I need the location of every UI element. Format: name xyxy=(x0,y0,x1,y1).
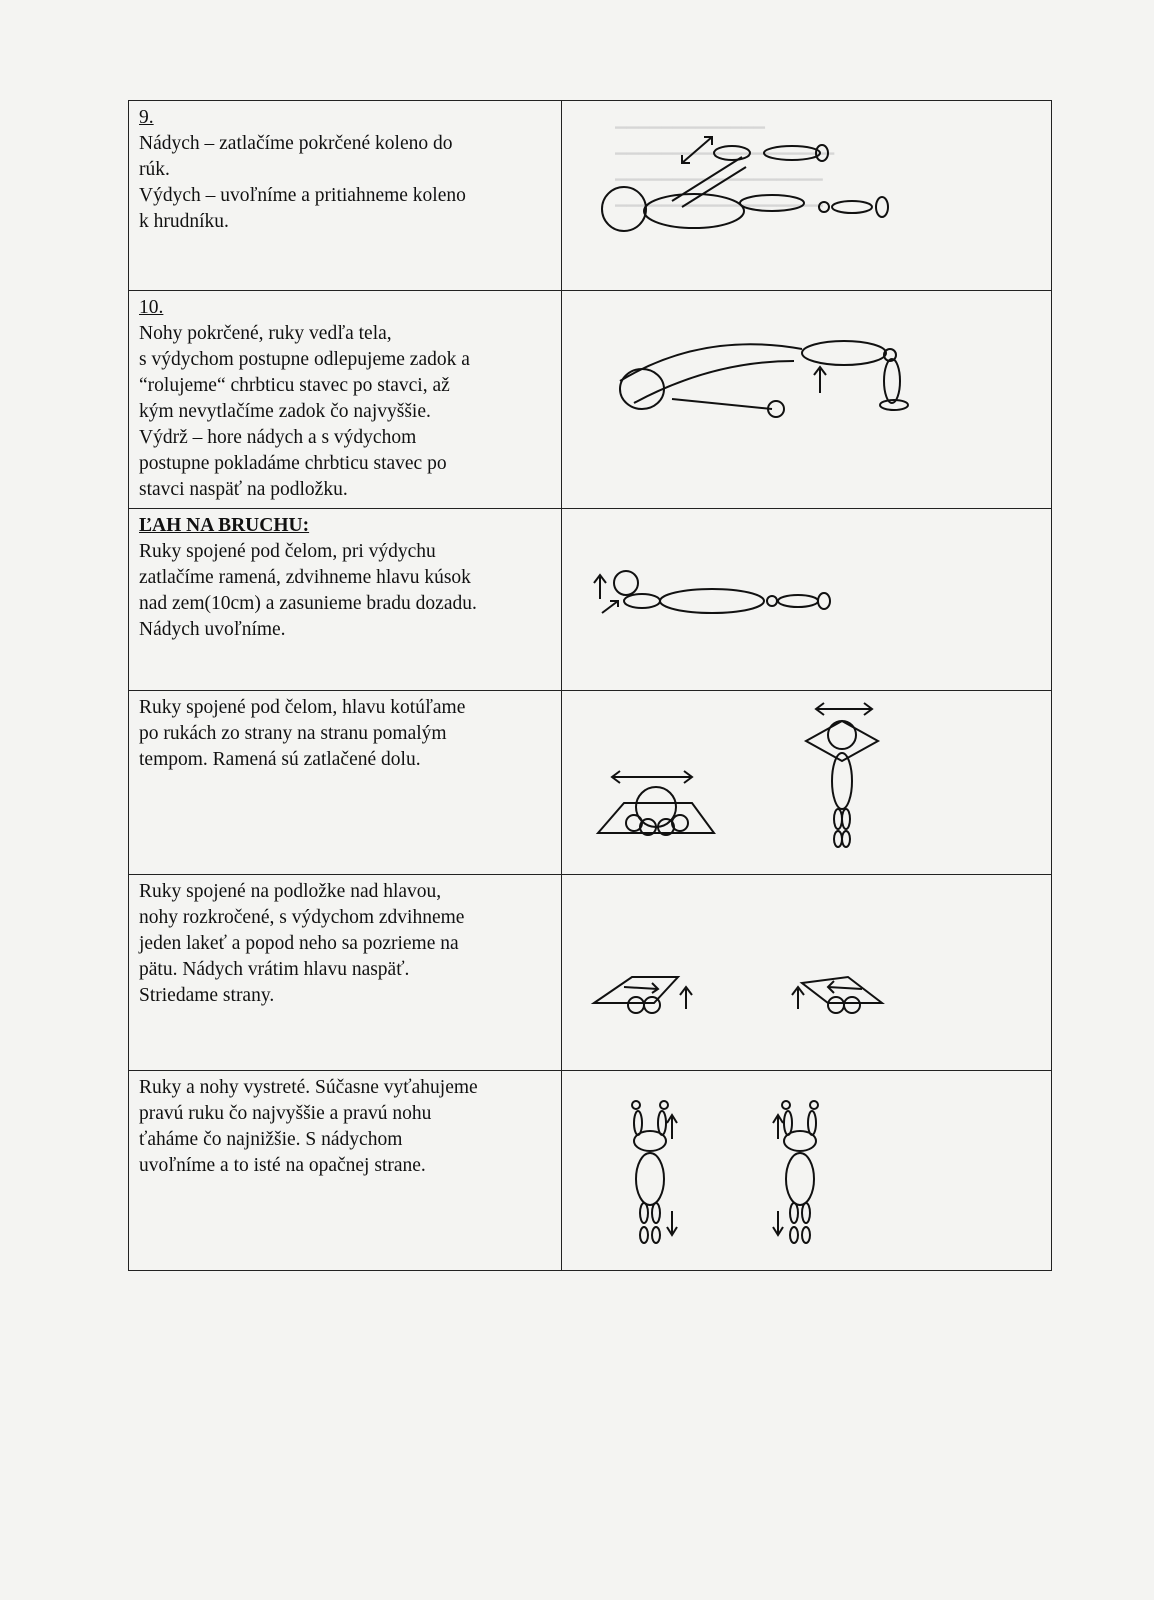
exercise-row-10 xyxy=(129,291,1052,509)
exercise-number: 10. xyxy=(139,297,164,318)
exercise-figure-cell-prone-3 xyxy=(562,875,1052,1071)
exercise-line: Ruky a nohy vystreté. Súčasne vyťahujeme xyxy=(139,1077,478,1098)
exercise-line: “rolujeme“ chrbticu stavec po stavci, až xyxy=(139,375,450,396)
exercise-line: Nádych – zatlačíme pokrčené koleno do xyxy=(139,133,453,154)
exercise-line: ťaháme čo najnižšie. S nádychom xyxy=(139,1129,403,1150)
exercise-line: pravú ruku čo najvyššie a pravú nohu xyxy=(139,1103,432,1124)
exercise-line: Ruky spojené pod čelom, pri výdychu xyxy=(139,541,436,562)
exercise-row-prone-2 xyxy=(129,691,1052,875)
exercise-line: tempom. Ramená sú zatlačené dolu. xyxy=(139,749,421,770)
exercise-row-prone-1 xyxy=(129,509,1052,691)
exercise-text-prone-4 xyxy=(129,1071,562,1271)
exercise-line: jeden lakeť a popod neho sa pozrieme na xyxy=(139,933,459,954)
exercise-line: rúk. xyxy=(139,159,170,180)
bleed-through-text: ▁▁▁▁▁▁▁▁▁▁▁▁▁ ▁▁▁▁▁▁▁▁▁▁▁▁▁▁▁▁▁▁▁ ▁▁▁▁▁▁▁▁▁▁▁▁▁▁▁▁▁▁ ▁▁▁▁▁▁▁▁▁▁▁▁▁▁▁▁▁▁ xyxy=(615,113,835,207)
exercise-figure-cell-prone-4 xyxy=(562,1071,1052,1271)
exercise-figure-cell-10 xyxy=(562,291,1052,509)
exercise-row-prone-4 xyxy=(129,1071,1052,1271)
elbow-lift-figure-icon xyxy=(562,875,1051,1071)
exercise-line: po rukách zo strany na stranu pomalým xyxy=(139,723,447,744)
exercise-line: Striedame strany. xyxy=(139,985,275,1006)
exercise-line: pätu. Nádych vrátim hlavu naspäť. xyxy=(139,959,410,980)
exercise-row-9 xyxy=(129,101,1052,291)
exercise-line: k hrudníku. xyxy=(139,211,229,232)
exercise-line: Ruky spojené pod čelom, hlavu kotúľame xyxy=(139,697,466,718)
exercise-text-prone-2 xyxy=(129,691,562,875)
exercise-line: nohy rozkročené, s výdychom zdvihneme xyxy=(139,907,465,928)
exercise-line: nad zem(10cm) a zasunieme bradu dozadu. xyxy=(139,593,477,614)
exercise-line: Nohy pokrčené, ruky vedľa tela, xyxy=(139,323,392,344)
section-heading: ĽAH NA BRUCHU: xyxy=(139,515,310,536)
exercise-line: Nádych uvoľníme. xyxy=(139,619,286,640)
bridge-figure-icon xyxy=(562,291,1051,509)
exercise-line: postupne pokladáme chrbticu stavec po xyxy=(139,453,447,474)
exercise-text-prone-1 xyxy=(129,509,562,691)
exercise-figure-cell-prone-2 xyxy=(562,691,1052,875)
exercise-figure-cell-prone-1 xyxy=(562,509,1052,691)
exercise-line: kým nevytlačíme zadok čo najvyššie. xyxy=(139,401,431,422)
exercise-row-prone-3 xyxy=(129,875,1052,1071)
exercise-line: s výdychom postupne odlepujeme zadok a xyxy=(139,349,470,370)
diagonal-stretch-figure-icon xyxy=(562,1071,1051,1271)
prone-head-lift-figure-icon xyxy=(562,509,1051,691)
exercise-text-9 xyxy=(129,101,562,291)
exercise-text-10 xyxy=(129,291,562,509)
exercise-line: Výdrž – hore nádych a s výdychom xyxy=(139,427,417,448)
exercise-line: zatlačíme ramená, zdvihneme hlavu kúsok xyxy=(139,567,471,588)
head-roll-figure-icon xyxy=(562,691,1051,875)
exercise-number: 9. xyxy=(139,107,154,128)
exercise-table xyxy=(128,100,1052,1271)
exercise-text-prone-3 xyxy=(129,875,562,1071)
exercise-line: stavci naspäť na podložku. xyxy=(139,479,348,500)
exercise-line: Výdych – uvoľníme a pritiahneme koleno xyxy=(139,185,466,206)
exercise-line: uvoľníme a to isté na opačnej strane. xyxy=(139,1155,426,1176)
exercise-figure-cell-9 xyxy=(562,101,1052,291)
supine-knee-hug-figure-icon xyxy=(562,101,1051,291)
exercise-line: Ruky spojené na podložke nad hlavou, xyxy=(139,881,442,902)
